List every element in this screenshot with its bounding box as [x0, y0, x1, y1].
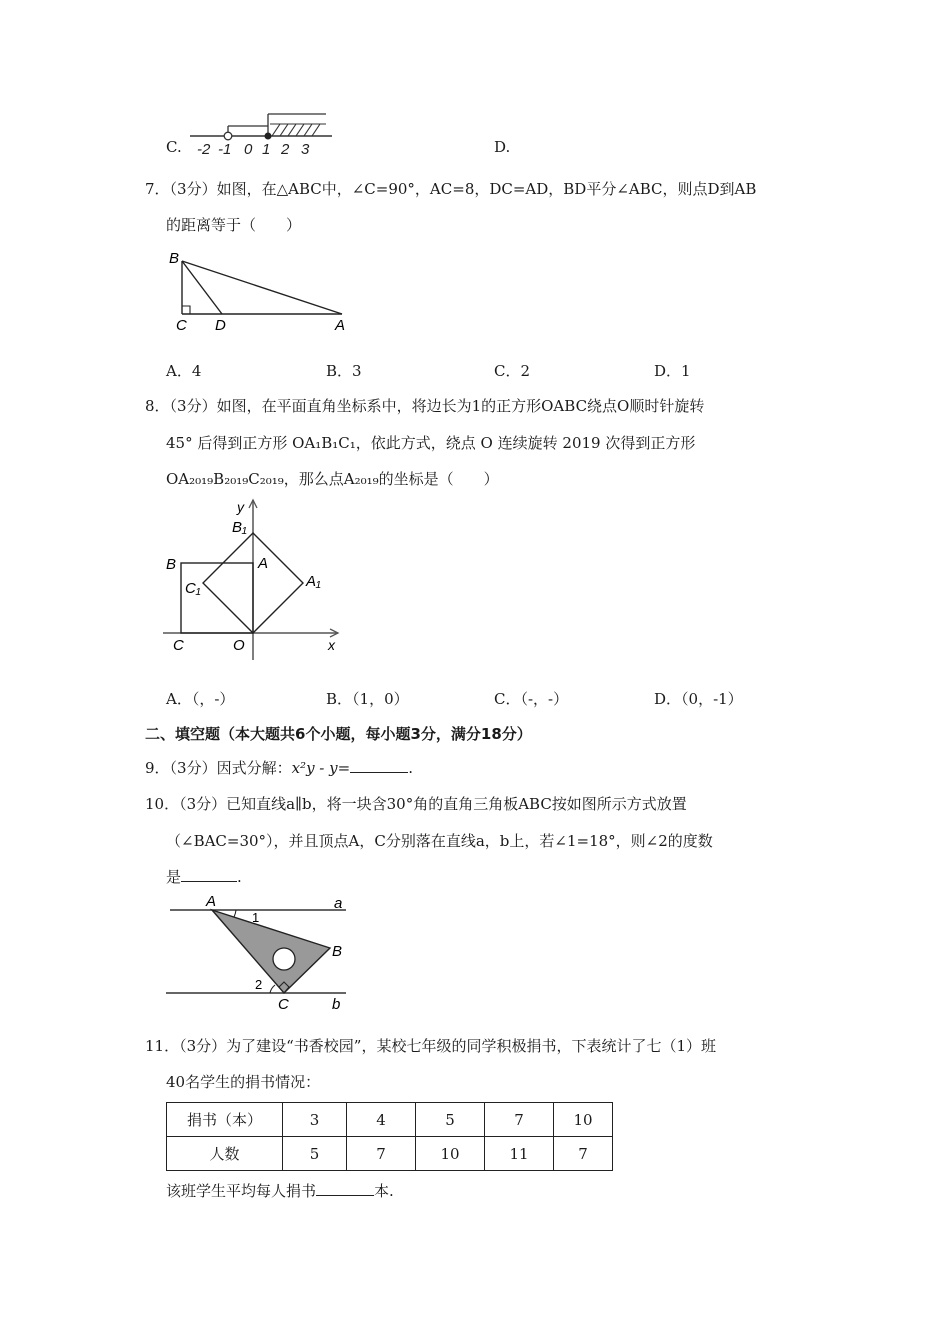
q10-stem-line2: （∠BAC=30°），并且顶点A，C分别落在直线a，b上，若∠1=18°，则∠2的度数 — [166, 832, 713, 850]
q6-option-c-label: C. — [166, 138, 182, 156]
q7-option-c: C．2 — [494, 362, 531, 380]
q7-option-a: A．4 — [166, 362, 202, 380]
q11-after-prefix: 该班学生平均每人捐书 — [166, 1182, 317, 1200]
q11-stem-line2: 40名学生的捐书情况： — [166, 1073, 321, 1091]
table-row — [167, 1103, 613, 1137]
table-cell: 10 — [416, 1137, 485, 1171]
set-square-hole — [273, 948, 295, 970]
tick-label: -2 — [197, 141, 211, 158]
q8-option-c: C．（-，-） — [494, 690, 569, 708]
q8-option-d: D．（0，-1） — [654, 690, 743, 708]
q8-option-a: A．（，-） — [166, 690, 235, 708]
point-b1-label: B₁ — [232, 519, 247, 536]
point-a1-label: A₁ — [306, 573, 321, 590]
q11-after-suffix: 本. — [374, 1182, 394, 1200]
q11-answer-blank[interactable] — [316, 1195, 374, 1196]
q7-option-d: D．1 — [654, 362, 691, 380]
point-a-label: A — [258, 555, 269, 572]
tick-label: 3 — [301, 141, 310, 158]
tick-label: 0 — [244, 141, 253, 158]
table-cell: 11 — [485, 1137, 554, 1171]
x-axis-label: x — [328, 637, 335, 653]
q7-option-b: B．3 — [326, 362, 362, 380]
q11-question — [166, 1180, 394, 1201]
table-cell: 7 — [554, 1137, 613, 1171]
y-axis-label: y — [237, 499, 244, 515]
angle-2-arc — [270, 985, 275, 993]
table-row — [167, 1137, 613, 1171]
point-c-label: C — [176, 317, 187, 334]
table-cell: 10 — [554, 1103, 613, 1137]
q10-line3-prefix: 是 — [166, 868, 182, 886]
point-d-label: D — [215, 317, 226, 334]
table-cell: 捐书（本） — [167, 1103, 283, 1137]
q9-prefix: 9．（3分）因式分解： — [145, 759, 292, 777]
tick-label: -1 — [218, 141, 232, 158]
q8-option-b: B．（1，0） — [326, 690, 409, 708]
q8-stem-line3: OA₂₀₁₉B₂₀₁₉C₂₀₁₉，那么点A₂₀₁₉的坐标是（ ） — [166, 470, 499, 488]
angle-1-arc — [234, 910, 236, 917]
table-cell: 7 — [347, 1137, 416, 1171]
point-c-label: C — [173, 637, 184, 654]
point-b-label: B — [332, 943, 343, 960]
donation-table — [166, 1102, 613, 1171]
q8-stem-line1: 8．（3分）如图，在平面直角坐标系中，将边长为1的正方形OABC绕点O顺时针旋转 — [145, 397, 705, 415]
q11-stem-line1: 11．（3分）为了建设“书香校园”，某校七年级的同学积极捐书，下表统计了七（1）班 — [145, 1037, 717, 1055]
line-a-label: a — [334, 895, 343, 912]
q10-line3-suffix: . — [237, 868, 242, 886]
point-o-label: O — [233, 637, 245, 654]
q9-suffix: . — [408, 759, 413, 777]
table-cell: 3 — [283, 1103, 347, 1137]
angle-1-label: 1 — [252, 910, 260, 925]
q8-stem-line2: 45° 后得到正方形 OA₁B₁C₁，依此方式，绕点 O 连续旋转 2019 次得到正方形 — [166, 434, 696, 452]
table-cell: 4 — [347, 1103, 416, 1137]
q6-option-d-label: D. — [494, 138, 511, 156]
tick-label: 2 — [281, 141, 290, 158]
point-c-label: C — [278, 996, 289, 1013]
point-b-label: B — [166, 556, 177, 573]
table-cell: 5 — [283, 1137, 347, 1171]
q9-expression: x²y - y= — [291, 759, 351, 777]
section-2-title: 二、填空题（本大题共6个小题，每小题3分，满分18分） — [145, 725, 532, 743]
table-cell: 7 — [485, 1103, 554, 1137]
q10-stem-line1: 10．（3分）已知直线a∥b，将一块含30°角的直角三角板ABC按如图所示方式放置 — [145, 795, 687, 813]
set-square — [212, 910, 330, 993]
table-cell: 5 — [416, 1103, 485, 1137]
point-a-label: A — [335, 317, 346, 334]
q7-stem-line2: 的距离等于（ ） — [166, 216, 302, 234]
table-cell: 人数 — [167, 1137, 283, 1171]
point-c1-label: C₁ — [185, 580, 201, 597]
tick-label: 1 — [262, 141, 271, 158]
q7-stem-line1: 7．（3分）如图，在△ABC中，∠C=90°，AC=8，DC=AD，BD平分∠ABC，则点D到AB — [145, 180, 757, 198]
point-b-label: B — [169, 250, 180, 267]
line-b-label: b — [332, 996, 341, 1013]
angle-2-label: 2 — [255, 977, 263, 992]
point-a-label: A — [206, 893, 217, 910]
